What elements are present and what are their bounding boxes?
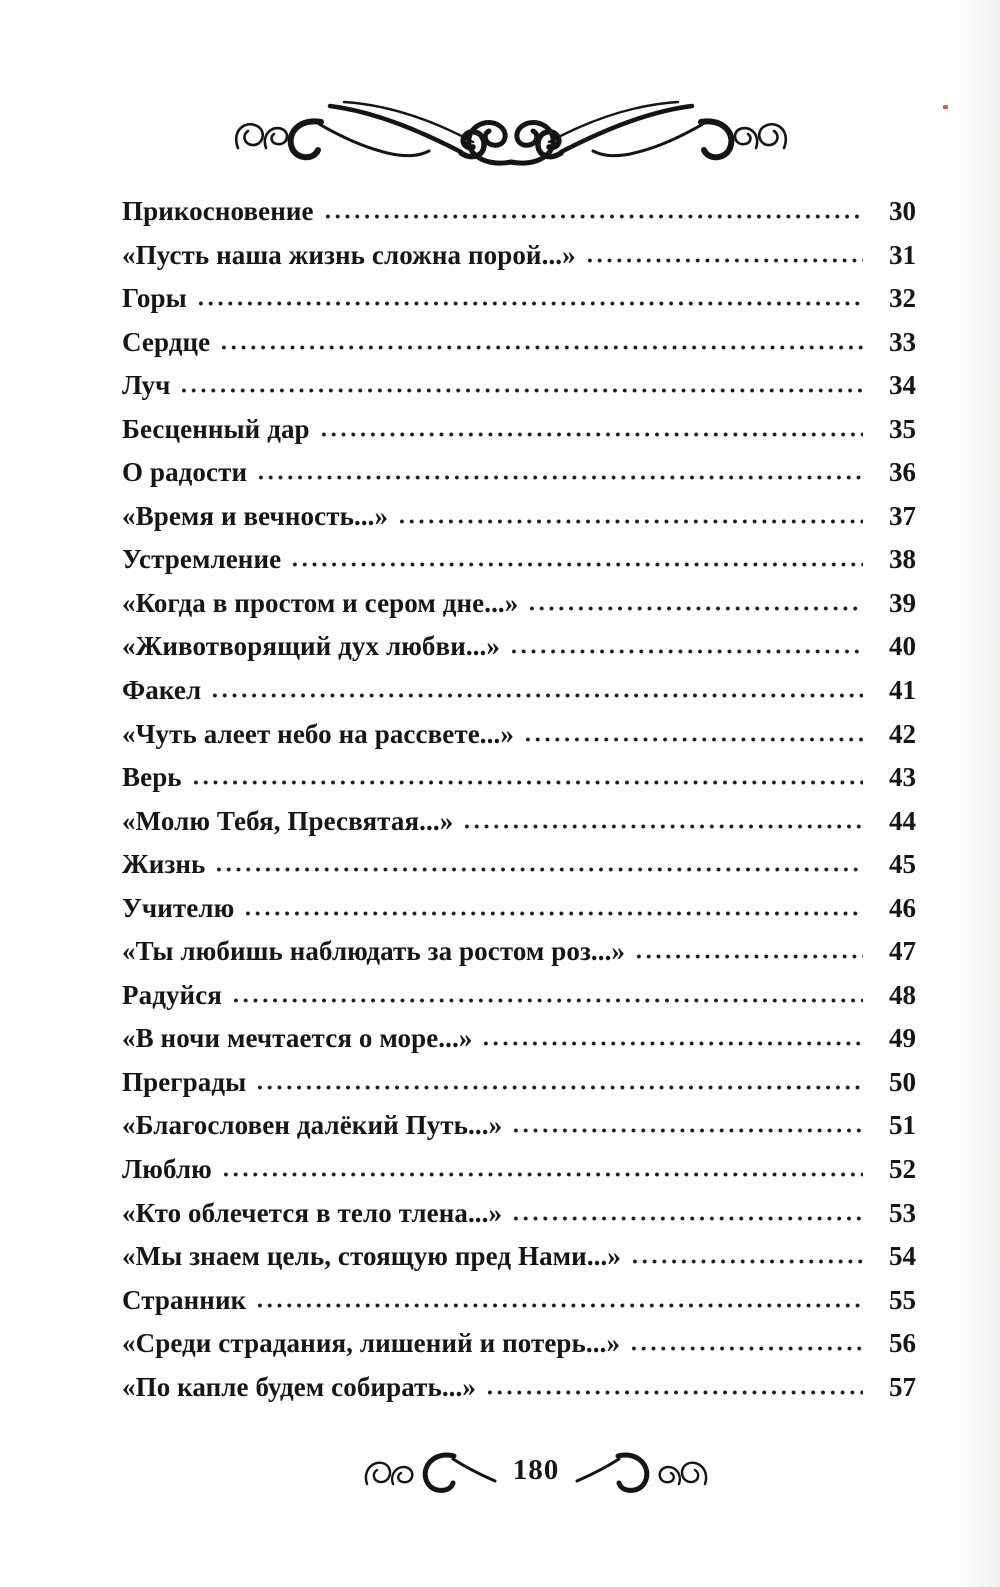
toc-entry-page-number: 35 bbox=[889, 413, 916, 444]
toc-entry-title: Радуйся bbox=[122, 979, 222, 1010]
toc-entry bbox=[122, 495, 916, 539]
toc-entry-title: «Чуть алеет небо на рассвете...» bbox=[122, 718, 514, 749]
dot-leader bbox=[179, 387, 863, 394]
toc-entry-title: О радости bbox=[122, 457, 248, 488]
toc-entry-page-number: 54 bbox=[889, 1241, 916, 1272]
toc-entry bbox=[122, 538, 916, 582]
toc-entry bbox=[122, 582, 916, 626]
toc-entry-title: Факел bbox=[122, 675, 202, 706]
toc-entry-page-number: 40 bbox=[889, 631, 916, 662]
toc-entry-page-number: 41 bbox=[889, 675, 916, 706]
toc-entry bbox=[122, 974, 916, 1018]
dot-leader bbox=[397, 518, 863, 525]
toc-entry-title: Горы bbox=[122, 283, 187, 314]
toc-entry bbox=[122, 625, 916, 669]
toc-entry-title: «Ты любишь наблюдать за ростом роз...» bbox=[122, 936, 626, 967]
toc-entry-page-number: 30 bbox=[889, 196, 916, 226]
flourish-left-half bbox=[236, 102, 484, 157]
toc-entry bbox=[122, 669, 916, 713]
toc-entry-title: «Когда в простом и сером дне...» bbox=[122, 587, 519, 618]
toc-entry-title: «Кто облечется в тело тлена...» bbox=[122, 1197, 503, 1228]
dot-leader bbox=[255, 1084, 863, 1091]
toc-entry-page-number: 33 bbox=[889, 326, 916, 357]
toc-entry-title: Верь bbox=[122, 762, 182, 793]
toc-entry-title: Устремление bbox=[122, 544, 282, 575]
dot-leader bbox=[219, 344, 863, 351]
toc-entry bbox=[122, 1192, 916, 1236]
scan-artifact-speck bbox=[943, 105, 948, 109]
dot-leader bbox=[485, 1389, 863, 1396]
toc-entry-title: «Среди страдания, лишений и потерь...» bbox=[122, 1328, 621, 1359]
toc-entry bbox=[122, 1366, 916, 1410]
toc-entry-page-number: 42 bbox=[889, 718, 916, 749]
toc-entry-title: Люблю bbox=[122, 1154, 212, 1185]
dot-leader bbox=[256, 474, 863, 481]
toc-entry-title: Прикосновение bbox=[122, 196, 314, 226]
dot-leader bbox=[585, 257, 863, 264]
toc-list bbox=[122, 190, 916, 1409]
toc-entry-page-number: 52 bbox=[889, 1154, 916, 1185]
toc-entry-title: Луч bbox=[122, 370, 171, 401]
dot-leader bbox=[509, 648, 863, 655]
dot-leader bbox=[231, 997, 863, 1004]
footer-page-number: 180 bbox=[512, 1453, 560, 1486]
toc-entry-page-number: 57 bbox=[889, 1371, 916, 1402]
toc-entry-title: Учителю bbox=[122, 892, 235, 923]
toc-entry-title: «По капле будем собирать...» bbox=[122, 1371, 476, 1402]
toc-entry-title: «Мы знаем цель, стоящую пред Нами...» bbox=[122, 1241, 621, 1272]
toc-entry bbox=[122, 843, 916, 887]
dot-leader bbox=[630, 1258, 863, 1265]
toc-entry bbox=[122, 887, 916, 931]
toc-entry-title: Сердце bbox=[122, 326, 211, 357]
toc-entry bbox=[122, 1104, 916, 1148]
header-flourish-icon bbox=[226, 96, 796, 172]
toc-entry-title: «Молю Тебя, Пресвятая...» bbox=[122, 805, 454, 836]
toc-entry-title: «Время и вечность...» bbox=[122, 500, 389, 531]
toc-entry bbox=[122, 451, 916, 495]
toc-entry-page-number: 55 bbox=[889, 1284, 916, 1315]
toc-entry bbox=[122, 364, 916, 408]
toc-entry-page-number: 43 bbox=[889, 762, 916, 793]
dot-leader bbox=[243, 910, 863, 917]
toc-entry bbox=[122, 713, 916, 757]
toc-entry-page-number: 56 bbox=[889, 1328, 916, 1359]
toc-entry bbox=[122, 234, 916, 278]
toc-entry bbox=[122, 321, 916, 365]
toc-entry-title: Бесценный дар bbox=[122, 413, 310, 444]
toc-entry-title: Странник bbox=[122, 1284, 247, 1315]
toc-entry-page-number: 36 bbox=[889, 457, 916, 488]
toc-entry bbox=[122, 756, 916, 800]
dot-leader bbox=[511, 1127, 863, 1134]
toc-entry bbox=[122, 277, 916, 321]
toc-entry-page-number: 49 bbox=[889, 1023, 916, 1054]
toc-entry bbox=[122, 1322, 916, 1366]
dot-leader bbox=[634, 953, 863, 960]
page-footer bbox=[350, 1442, 722, 1498]
toc-entry-page-number: 50 bbox=[889, 1066, 916, 1097]
toc-entry-page-number: 44 bbox=[889, 805, 916, 836]
toc-entry bbox=[122, 1061, 916, 1105]
toc-entry-page-number: 45 bbox=[889, 849, 916, 880]
dot-leader bbox=[527, 605, 863, 612]
toc-entry-page-number: 31 bbox=[889, 239, 916, 270]
dot-leader bbox=[323, 213, 863, 220]
toc-entry bbox=[122, 800, 916, 844]
dot-leader bbox=[214, 866, 863, 873]
toc-entry bbox=[122, 930, 916, 974]
toc-entry bbox=[122, 408, 916, 452]
toc-entry-page-number: 32 bbox=[889, 283, 916, 314]
toc-entry bbox=[122, 1148, 916, 1192]
toc-entry-title: «Животворящий дух любви...» bbox=[122, 631, 501, 662]
toc-entry-page-number: 39 bbox=[889, 587, 916, 618]
dot-leader bbox=[319, 431, 863, 438]
toc-entry-page-number: 53 bbox=[889, 1197, 916, 1228]
toc-entry bbox=[122, 1235, 916, 1279]
dot-leader bbox=[462, 823, 863, 830]
toc-entry-page-number: 38 bbox=[889, 544, 916, 575]
toc-entry-page-number: 37 bbox=[889, 500, 916, 531]
toc-entry-page-number: 34 bbox=[889, 370, 916, 401]
toc-entry-title: «Благословен далёкий Путь...» bbox=[122, 1110, 503, 1141]
toc-entry bbox=[122, 1017, 916, 1061]
dot-leader bbox=[629, 1345, 863, 1352]
toc-entry-title: Преграды bbox=[122, 1066, 247, 1097]
dot-leader bbox=[210, 692, 863, 699]
toc-entry-page-number: 46 bbox=[889, 892, 916, 923]
toc-entry-page-number: 51 bbox=[889, 1110, 916, 1141]
dot-leader bbox=[290, 561, 863, 568]
dot-leader bbox=[255, 1302, 863, 1309]
dot-leader bbox=[523, 736, 863, 743]
dot-leader bbox=[191, 779, 863, 786]
dot-leader bbox=[196, 300, 863, 307]
dot-leader bbox=[481, 1040, 863, 1047]
footer-right-flourish-icon bbox=[575, 1444, 713, 1496]
dot-leader bbox=[511, 1215, 863, 1222]
toc-entry-title: Жизнь bbox=[122, 849, 206, 880]
footer-left-flourish-icon bbox=[359, 1444, 497, 1496]
toc-entry bbox=[122, 1279, 916, 1323]
toc-entry bbox=[122, 190, 916, 234]
toc-entry-page-number: 48 bbox=[889, 979, 916, 1010]
flourish-right-half bbox=[538, 102, 786, 157]
toc-entry-title: «В ночи мечтается о море...» bbox=[122, 1023, 473, 1054]
dot-leader bbox=[221, 1171, 863, 1178]
toc-entry-title: «Пусть наша жизнь сложна порой...» bbox=[122, 239, 576, 270]
toc-entry-page-number: 47 bbox=[889, 936, 916, 967]
scan-edge-shadow bbox=[954, 0, 1000, 1587]
